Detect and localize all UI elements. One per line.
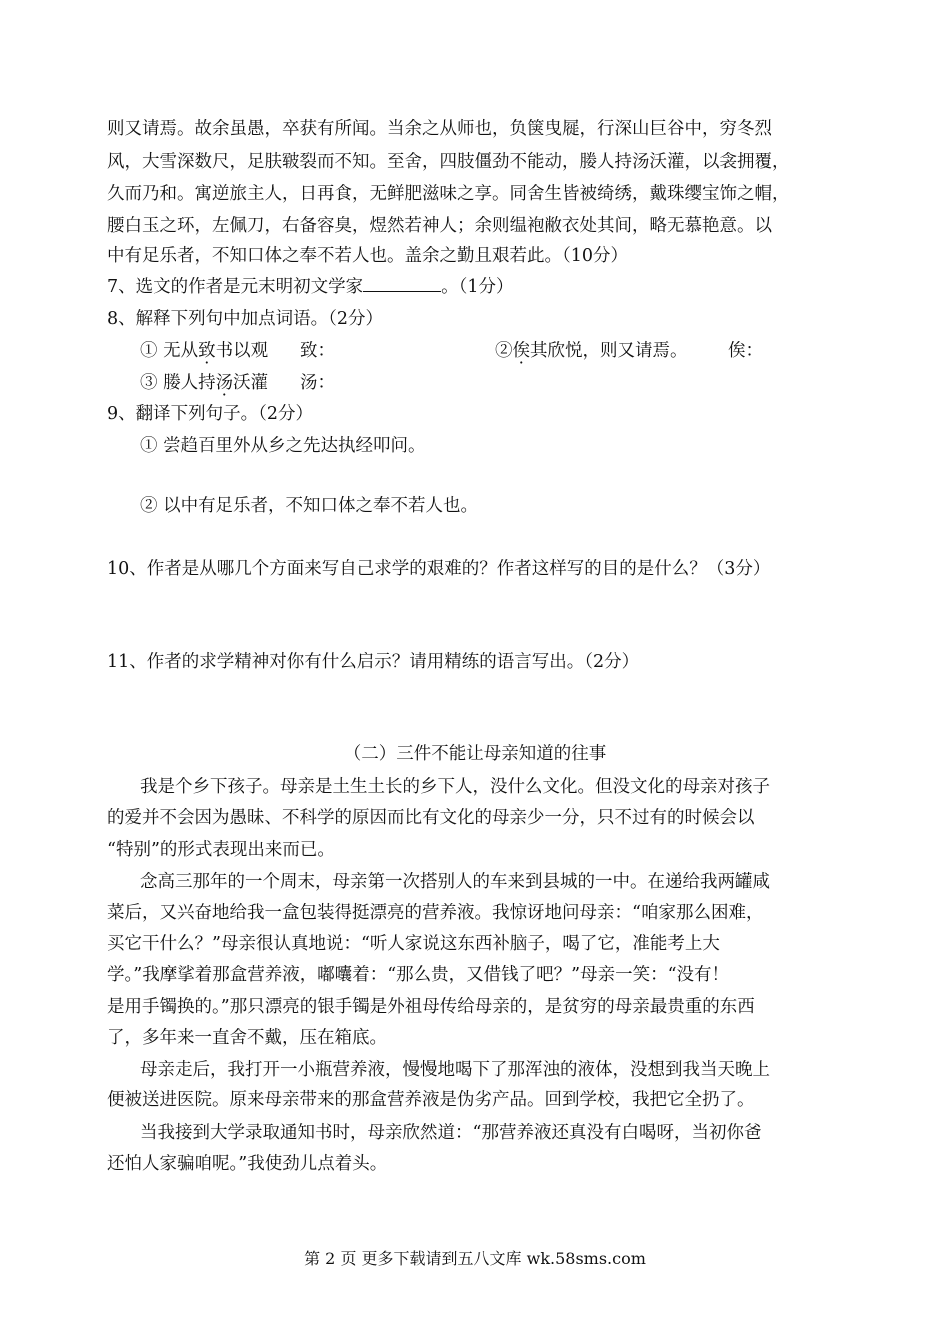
section-2-title: （二）三件不能让母亲知道的往事	[343, 744, 607, 764]
question-11: 11、作者的求学精神对你有什么启示？请用精练的语言写出。（2分）	[107, 652, 640, 672]
question-9-title: 9、翻译下列句子。（2分）	[107, 404, 314, 424]
q8-item-1: ① 无从致书以观	[140, 341, 269, 361]
dotted-word: 汤	[215, 373, 234, 393]
q8-item-2: ②俟其欣悦，则又请焉。	[495, 341, 688, 361]
q7-prompt: 7、选文的作者是元末明初文学家	[107, 277, 364, 297]
body-line: 买它干什么？”母亲很认真地说：“听人家说这东西补脑子，喝了它，准能考上大	[107, 934, 720, 954]
dotted-word: 俟	[512, 341, 530, 361]
q8-item-3-label: 汤：	[300, 373, 335, 393]
body-line: 学。”我摩挲着那盒营养液，嘟囔着：“那么贵，又借钱了吧？”母亲一笑：“没有！	[107, 965, 730, 985]
q8-item-3: ③ 媵人持汤沃灌	[140, 373, 269, 393]
body-line: 便被送进医院。原来母亲带来的那盒营养液是伪劣产品。回到学校，我把它全扔了。	[107, 1090, 755, 1110]
body-line: 是用手镯换的。”那只漂亮的银手镯是外祖母传给母亲的，是贫穷的母亲最贵重的东西	[107, 997, 755, 1017]
q8-item-1-label: 致：	[300, 341, 335, 361]
question-7	[107, 275, 514, 299]
passage-line: 风，大雪深数尺，足肤皲裂而不知。至舍，四肢僵劲不能动，媵人持汤沃灌，以衾拥覆，	[107, 152, 790, 172]
dotted-word: 致	[198, 341, 216, 361]
body-line: 还怕人家骗咱呢。”我使劲儿点着头。	[107, 1154, 388, 1174]
passage-line: 则又请焉。故余虽愚，卒获有所闻。当余之从师也，负箧曳屣，行深山巨谷中，穷冬烈	[107, 119, 772, 139]
body-line: 的爱并不会因为愚昧、不科学的原因而比有文化的母亲少一分，只不过有的时候会以	[107, 808, 755, 828]
q8-item-2-label: 俟：	[728, 341, 763, 361]
question-8-title: 8、解释下列句中加点词语。（2分）	[107, 309, 384, 329]
q9-sentence-2: ② 以中有足乐者，不知口体之奉不若人也。	[140, 496, 479, 516]
body-line: 当我接到大学录取通知书时，母亲欣然道：“那营养液还真没有白喝呀，当初你爸	[140, 1123, 762, 1143]
passage-line: 中有足乐者，不知口体之奉不若人也。盖余之勤且艰若此。（10分）	[107, 246, 629, 266]
page-footer: 第 2 页 更多下载请到五八文库 wk.58sms.com	[304, 1249, 646, 1268]
body-line: 母亲走后，我打开一小瓶营养液，慢慢地喝下了那浑浊的液体，没想到我当天晚上	[140, 1060, 770, 1080]
body-line: 菜后，又兴奋地给我一盒包装得挺漂亮的营养液。我惊讶地问母亲：“咱家那么困难，	[107, 903, 764, 923]
passage-line: 腰白玉之环，左佩刀，右备容臭，煜然若神人；余则缊袍敝衣处其间，略无慕艳意。以	[107, 216, 772, 236]
body-line: “特别”的形式表现出来而已。	[107, 840, 335, 860]
question-10: 10、作者是从哪几个方面来写自己求学的艰难的？作者这样写的目的是什么？（3分）	[107, 559, 771, 579]
q7-score: 。（1分）	[441, 277, 514, 297]
body-line: 了，多年来一直舍不戴，压在箱底。	[107, 1028, 387, 1048]
passage-line: 久而乃和。寓逆旅主人，日再食，无鲜肥滋味之享。同舍生皆被绮绣，戴珠缨宝饰之帽，	[107, 184, 790, 204]
body-line: 念高三那年的一个周末，母亲第一次搭别人的车来到县城的一中。在递给我两罐咸	[140, 872, 770, 892]
q9-sentence-1: ① 尝趋百里外从乡之先达执经叩问。	[140, 436, 426, 456]
body-line: 我是个乡下孩子。母亲是土生土长的乡下人，没什么文化。但没文化的母亲对孩子	[140, 777, 770, 797]
q7-answer-blank[interactable]	[363, 275, 441, 292]
